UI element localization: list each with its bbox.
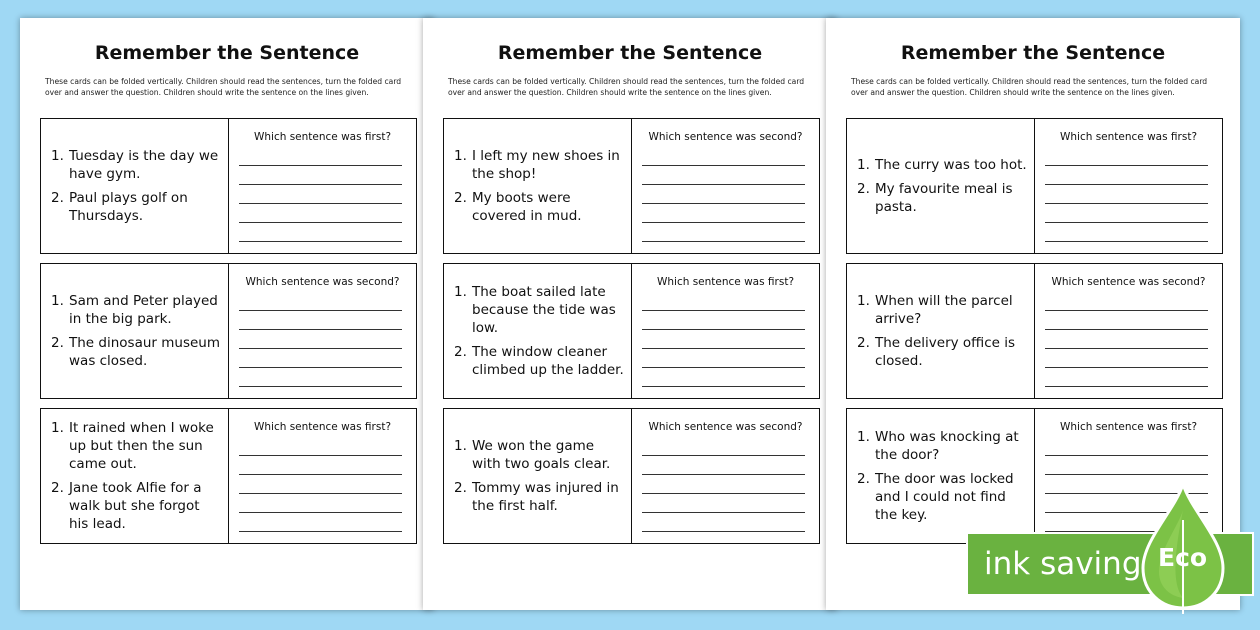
answer-line[interactable] <box>239 512 402 513</box>
question-prompt: Which sentence was first? <box>656 276 795 288</box>
question-prompt: Which sentence was first? <box>253 131 392 143</box>
question-prompt: Which sentence was first? <box>253 421 392 433</box>
answer-line[interactable] <box>239 184 402 185</box>
answer-line[interactable] <box>1045 474 1208 475</box>
sentence-item: 2. Jane took Alfie for a walk but she forgot his lead. <box>51 479 222 533</box>
sentence-item: 2. The delivery office is closed. <box>857 334 1028 370</box>
answer-line[interactable] <box>239 203 402 204</box>
page-title: Remember the Sentence <box>94 42 360 64</box>
answer-line[interactable] <box>239 310 402 311</box>
answer-line[interactable] <box>642 329 805 330</box>
sentence-text: Who was knocking at the door? <box>875 429 1019 463</box>
sentence-card <box>40 408 417 544</box>
sentence-text: The curry was too hot. <box>875 157 1027 173</box>
worksheet-page-2 <box>423 18 837 610</box>
eco-label: Eco <box>1158 543 1208 572</box>
sentence-list <box>444 119 632 253</box>
sentence-text: Sam and Peter played in the big park. <box>69 293 218 327</box>
question-prompt: Which sentence was first? <box>1059 421 1198 433</box>
answer-line[interactable] <box>642 165 805 166</box>
sentence-item: 1. The curry was too hot. <box>857 157 1027 173</box>
answer-area <box>229 264 416 398</box>
answer-line[interactable] <box>1045 455 1208 456</box>
answer-line[interactable] <box>239 222 402 223</box>
answer-line[interactable] <box>1045 203 1208 204</box>
sentence-item: 1. Tuesday is the day we have gym. <box>51 147 222 183</box>
sentence-item: 1. The boat sailed late because the tide was low. <box>454 283 625 337</box>
sentence-text: Tommy was injured in the first half. <box>472 480 619 514</box>
sentence-text: Paul plays golf on Thursdays. <box>69 190 188 224</box>
answer-line[interactable] <box>239 386 402 387</box>
question-prompt: Which sentence was second? <box>1051 276 1206 288</box>
sentence-card <box>846 263 1223 399</box>
answer-line[interactable] <box>1045 329 1208 330</box>
answer-line[interactable] <box>1045 310 1208 311</box>
answer-line[interactable] <box>239 367 402 368</box>
answer-line[interactable] <box>1045 241 1208 242</box>
answer-area <box>229 409 416 543</box>
answer-line[interactable] <box>1045 348 1208 349</box>
sentence-item: 1. Sam and Peter played in the big park. <box>51 292 222 328</box>
answer-area <box>632 264 819 398</box>
sentence-list <box>41 409 229 543</box>
answer-area <box>632 409 819 543</box>
answer-line[interactable] <box>642 474 805 475</box>
sentence-item: 2. The window cleaner climbed up the ladder. <box>454 344 624 378</box>
sentence-card <box>443 408 820 544</box>
question-prompt: Which sentence was second? <box>648 421 803 433</box>
answer-line[interactable] <box>642 310 805 311</box>
sentence-item: 2. Paul plays golf on Thursdays. <box>51 189 222 225</box>
instructions: These cards can be folded vertically. Children should read the sentences, turn the folded card over and answer the question. Children should write the sentence on the lines given. <box>851 77 1208 97</box>
answer-line[interactable] <box>239 241 402 242</box>
answer-line[interactable] <box>239 348 402 349</box>
answer-line[interactable] <box>642 512 805 513</box>
sentence-text: The dinosaur museum was closed. <box>69 335 220 369</box>
sentence-text: The boat sailed late because the tide was low. <box>472 284 616 336</box>
sentence-item: 1. It rained when I woke up but then the sun came out. <box>51 419 222 473</box>
sentence-text: The window cleaner climbed up the ladder. <box>472 344 624 378</box>
answer-line[interactable] <box>239 531 402 532</box>
answer-area <box>632 119 819 253</box>
answer-line[interactable] <box>642 493 805 494</box>
sentence-item: 2. The dinosaur museum was closed. <box>51 335 220 369</box>
answer-line[interactable] <box>239 455 402 456</box>
answer-line[interactable] <box>1045 165 1208 166</box>
sentence-list <box>847 409 1035 543</box>
sentence-item: 2. The door was locked and I could not find the key. <box>857 470 1028 524</box>
sentence-card <box>40 263 417 399</box>
sentence-item: 1. Who was knocking at the door? <box>857 428 1028 464</box>
sentence-item: 2. Tommy was injured in the first half. <box>454 479 625 515</box>
answer-line[interactable] <box>642 455 805 456</box>
sentence-text: Jane took Alfie for a walk but she forgot his lead. <box>69 480 202 532</box>
sentence-text: The door was locked and I could not find the key. <box>875 471 1014 523</box>
answer-line[interactable] <box>642 203 805 204</box>
sentence-card <box>443 118 820 254</box>
instructions: These cards can be folded vertically. Children should read the sentences, turn the folded card over and answer the question. Children should write the sentence on the lines given. <box>448 77 805 97</box>
answer-line[interactable] <box>642 184 805 185</box>
answer-line[interactable] <box>642 241 805 242</box>
instructions: These cards can be folded vertically. Children should read the sentences, turn the folded card over and answer the question. Children should write the sentence on the lines given. <box>45 77 402 97</box>
page-title: Remember the Sentence <box>900 42 1166 64</box>
sentence-item: 2. My boots were covered in mud. <box>454 189 625 225</box>
answer-area <box>1035 264 1222 398</box>
sentence-text: When will the parcel arrive? <box>875 293 1013 327</box>
answer-line[interactable] <box>642 348 805 349</box>
answer-line[interactable] <box>239 474 402 475</box>
answer-area <box>229 119 416 253</box>
answer-area <box>1035 119 1222 253</box>
answer-line[interactable] <box>1045 222 1208 223</box>
question-prompt: Which sentence was second? <box>648 131 803 143</box>
sentence-text: My favourite meal is pasta. <box>875 181 1013 215</box>
answer-line[interactable] <box>642 531 805 532</box>
sentence-text: My boots were covered in mud. <box>472 190 582 224</box>
answer-line[interactable] <box>239 329 402 330</box>
sentence-text: I left my new shoes in the shop! <box>472 148 620 182</box>
sentence-card <box>443 263 820 399</box>
ink-saving-text: ink saving <box>984 546 1142 582</box>
sentence-card <box>40 118 417 254</box>
sentence-item: 1. I left my new shoes in the shop! <box>454 147 625 183</box>
sentence-text: We won the game with two goals clear. <box>472 438 611 472</box>
answer-line[interactable] <box>239 165 402 166</box>
sentence-list <box>847 119 1035 253</box>
answer-line[interactable] <box>239 493 402 494</box>
question-prompt: Which sentence was first? <box>1059 131 1198 143</box>
answer-line[interactable] <box>1045 367 1208 368</box>
sentence-item: 2. My favourite meal is pasta. <box>857 180 1028 216</box>
sentence-text: Tuesday is the day we have gym. <box>69 148 219 182</box>
sentence-list <box>41 264 229 398</box>
sentence-list <box>41 119 229 253</box>
sentence-list <box>847 264 1035 398</box>
answer-line[interactable] <box>1045 184 1208 185</box>
sentence-list <box>444 409 632 543</box>
sentence-item: 1. We won the game with two goals clear. <box>454 437 625 473</box>
question-prompt: Which sentence was second? <box>245 276 400 288</box>
page-title: Remember the Sentence <box>497 42 763 64</box>
answer-line[interactable] <box>642 386 805 387</box>
sentence-list <box>444 264 632 398</box>
sentence-text: The delivery office is closed. <box>875 335 1016 369</box>
sentence-card <box>846 118 1223 254</box>
answer-line[interactable] <box>642 222 805 223</box>
worksheet-page-1 <box>20 18 434 610</box>
answer-line[interactable] <box>642 367 805 368</box>
answer-line[interactable] <box>1045 386 1208 387</box>
sentence-item: 1. When will the parcel arrive? <box>857 292 1028 328</box>
sentence-text: It rained when I woke up but then the sun came out. <box>69 420 214 472</box>
